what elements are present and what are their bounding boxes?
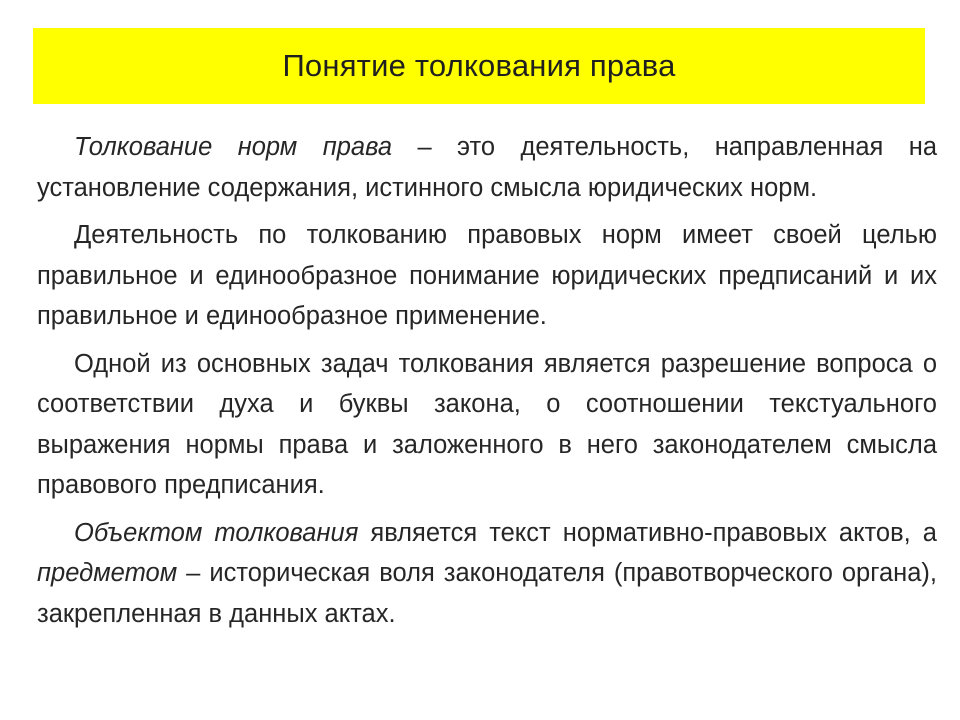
paragraph-purpose [37, 215, 937, 337]
title-banner [33, 28, 925, 104]
paragraph-text: является текст нормативно-правовых актов, а [358, 518, 937, 547]
paragraph-text: – это деятельность, направленная на установление содержания, истинного смысла юридических норм. [37, 133, 937, 202]
paragraph-text: – историческая воля законодателя (правотворческого органа), закрепленная в данных актах. [37, 559, 937, 628]
paragraph-object-subject [37, 513, 937, 635]
slide-title: Понятие толкования права [282, 48, 676, 83]
italic-term: Объектом толкования [74, 518, 359, 547]
paragraph-text: Деятельность по толкованию правовых норм имеет своей целью правильное и единообразное понимание юридических предписаний и их правильное и единообразное применение. [37, 221, 937, 330]
paragraph-text: Одной из основных задач толкования является разрешение вопроса о соответствии духа и буквы закона, о соотношении текстуального выражения нормы права и заложенного в него законодателем смысла правового предписания. [37, 349, 937, 499]
italic-term: предметом [37, 559, 178, 587]
paragraph-task [37, 344, 937, 506]
paragraph-definition [37, 127, 937, 208]
slide-body [37, 127, 937, 641]
italic-term: Толкование норм права [74, 133, 393, 161]
